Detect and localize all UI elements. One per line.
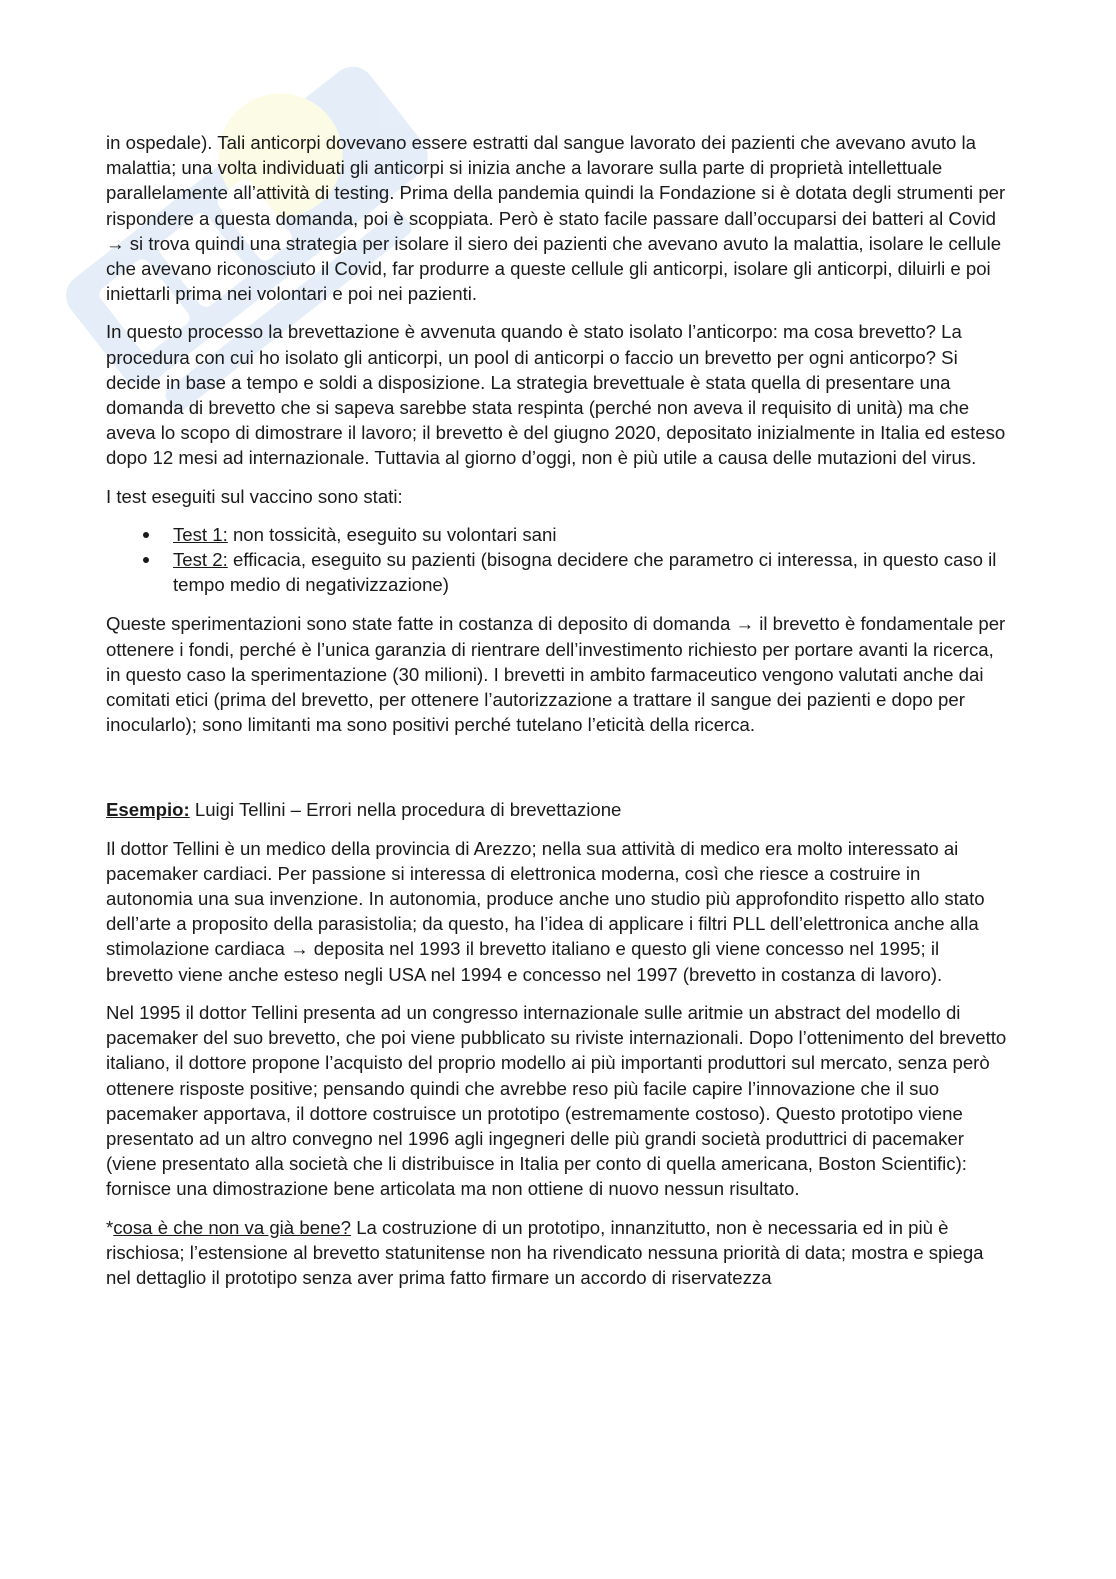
test-text: efficacia, eseguito su pazienti (bisogna decidere che parametro ci interessa, in questo caso il tempo medio di negativizzazione) (173, 549, 997, 596)
paragraph-covid-antibodies: in ospedale). Tali anticorpi dovevano essere estratti dal sangue lavorato dei pazienti che avevano avuto la malattia; una volta individuati gli anticorpi si inizia anche a lavorare sulla parte di proprietà intellettuale parallelamente all’attività di testing. Prima della pandemia quindi la Fondazione si è dotata degli strumenti per rispondere a questa domanda, poi è scoppiata. Però è stato facile passare dall’occuparsi dei batteri al Covid → si trova quindi una strategia per isolare il siero dei pazienti che avevano avuto la malattia, isolare le cellule che avevano riconosciuto il Covid, far produrre a queste cellule gli anticorpi, isolare gli anticorpi, diluirli e poi iniettarli prima nei volontari e poi nei pazienti. (106, 132, 1006, 305)
test-label: Test 1: (173, 523, 228, 545)
example-title: Luigi Tellini – Errori nella procedura di brevettazione (189, 799, 622, 821)
list-item (173, 547, 1011, 597)
test-label: Test 2: (173, 549, 228, 571)
document-body (106, 130, 1011, 1303)
example-label: Esempio: (106, 799, 190, 821)
tests-list (106, 522, 1011, 598)
asterisk: * (106, 1216, 114, 1238)
paragraph-tellini-intro: Il dottor Tellini è un medico della provincia di Arezzo; nella sua attività di medico era molto interessato ai pacemaker cardiaci. Per passione si interessa di elettronica moderna, così che riesce a costruire in autonomia una sua invenzione. In autonomia, produce anche uno studio più approfondito rispetto allo stato dell’arte a proposito della parasistolia; da questo, ha l’idea di applicare i filtri PLL dell’elettronica anche alla stimolazione cardiaca → deposita nel 1993 il brevetto italiano e questo gli viene concesso nel 1995; il brevetto viene anche esteso negli USA nel 1994 e concesso nel 1997 (brevetto in costanza di lavoro). (106, 837, 985, 985)
paragraph-patent-strategy: In questo processo la brevettazione è avvenuta quando è stato isolato l’anticorpo: ma cosa brevetto? La procedura con cui ho isolato gli anticorpi, un pool di anticorpi o faccio un brevetto per ogni anticorpo? Si decide in base a tempo e soldi a disposizione. La strategia brevettuale è stata quella di presentare una domanda di brevetto che si sapeva sarebbe stata respinta (perché non aveva il requisito di unità) ma che aveva lo scopo di dimostrare il lavoro; il brevetto è del giugno 2020, depositato inizialmente in Italia ed esteso dopo 12 mesi ad internazionale. Tuttavia al giorno d’oggi, non è più utile a causa delle mutazioni del virus. (106, 321, 1006, 469)
test-text: non tossicità, eseguito su volontari sani (227, 523, 557, 545)
paragraph-experimentation: Queste sperimentazioni sono state fatte in costanza di deposito di domanda → il brevetto è fondamentale per ottenere i fondi, perché è l’unica garanzia di rientrare dell’investimento richiesto per portare avanti la ricerca, in questo caso la sperimentazione (30 milioni). I brevetti in ambito farmaceutico vengono valutati anche dai comitati etici (prima del brevetto, per ottenere l’autorizzazione a trattare il sangue dei pazienti e dopo per inocularlo); sono limitanti ma sono positivi perché tutelano l’eticità della ricerca. (106, 613, 1006, 736)
errors-question: cosa è che non va già bene? (113, 1216, 352, 1238)
list-item (173, 522, 1011, 547)
paragraph-tellini-congress: Nel 1995 il dottor Tellini presenta ad un congresso internazionale sulle aritmie un abstract del modello di pacemaker del suo brevetto, che poi viene pubblicato su riviste internazionali. Dopo l’ottenimento del brevetto italiano, il dottore propone l’acquisto del proprio modello ai più importanti produttori sul mercato, senza però ottenere risposte positive; pensando quindi che avrebbe reso più facile capire l’innovazione che il suo pacemaker apportava, il dottore costruisce un prototipo (estremamente costoso). Questo prototipo viene presentato ad un altro convegno nel 1996 agli ingegneri delle più grandi società produttrici di pacemaker (viene presentato alla società che li distribuisce in Italia per conto di quella americana, Boston Scientific): fornisce una dimostrazione bene articolata ma non ottiene di nuovo nessun risultato. (106, 1001, 1007, 1200)
errors-text: La costruzione di un prototipo, innanzitutto, non è necessaria ed in più è rischiosa; l’estensione al brevetto statunitense non ha rivendicato nessuna priorità di data; mostra e spiega nel dettaglio il prototipo senza aver prima fatto firmare un accordo di riservatezza (106, 1216, 984, 1288)
paragraph-errors (106, 1215, 1011, 1291)
paragraph-tests-intro: I test eseguiti sul vaccino sono stati: (106, 485, 403, 507)
section-spacer (106, 750, 1011, 797)
example-heading (106, 797, 1011, 822)
